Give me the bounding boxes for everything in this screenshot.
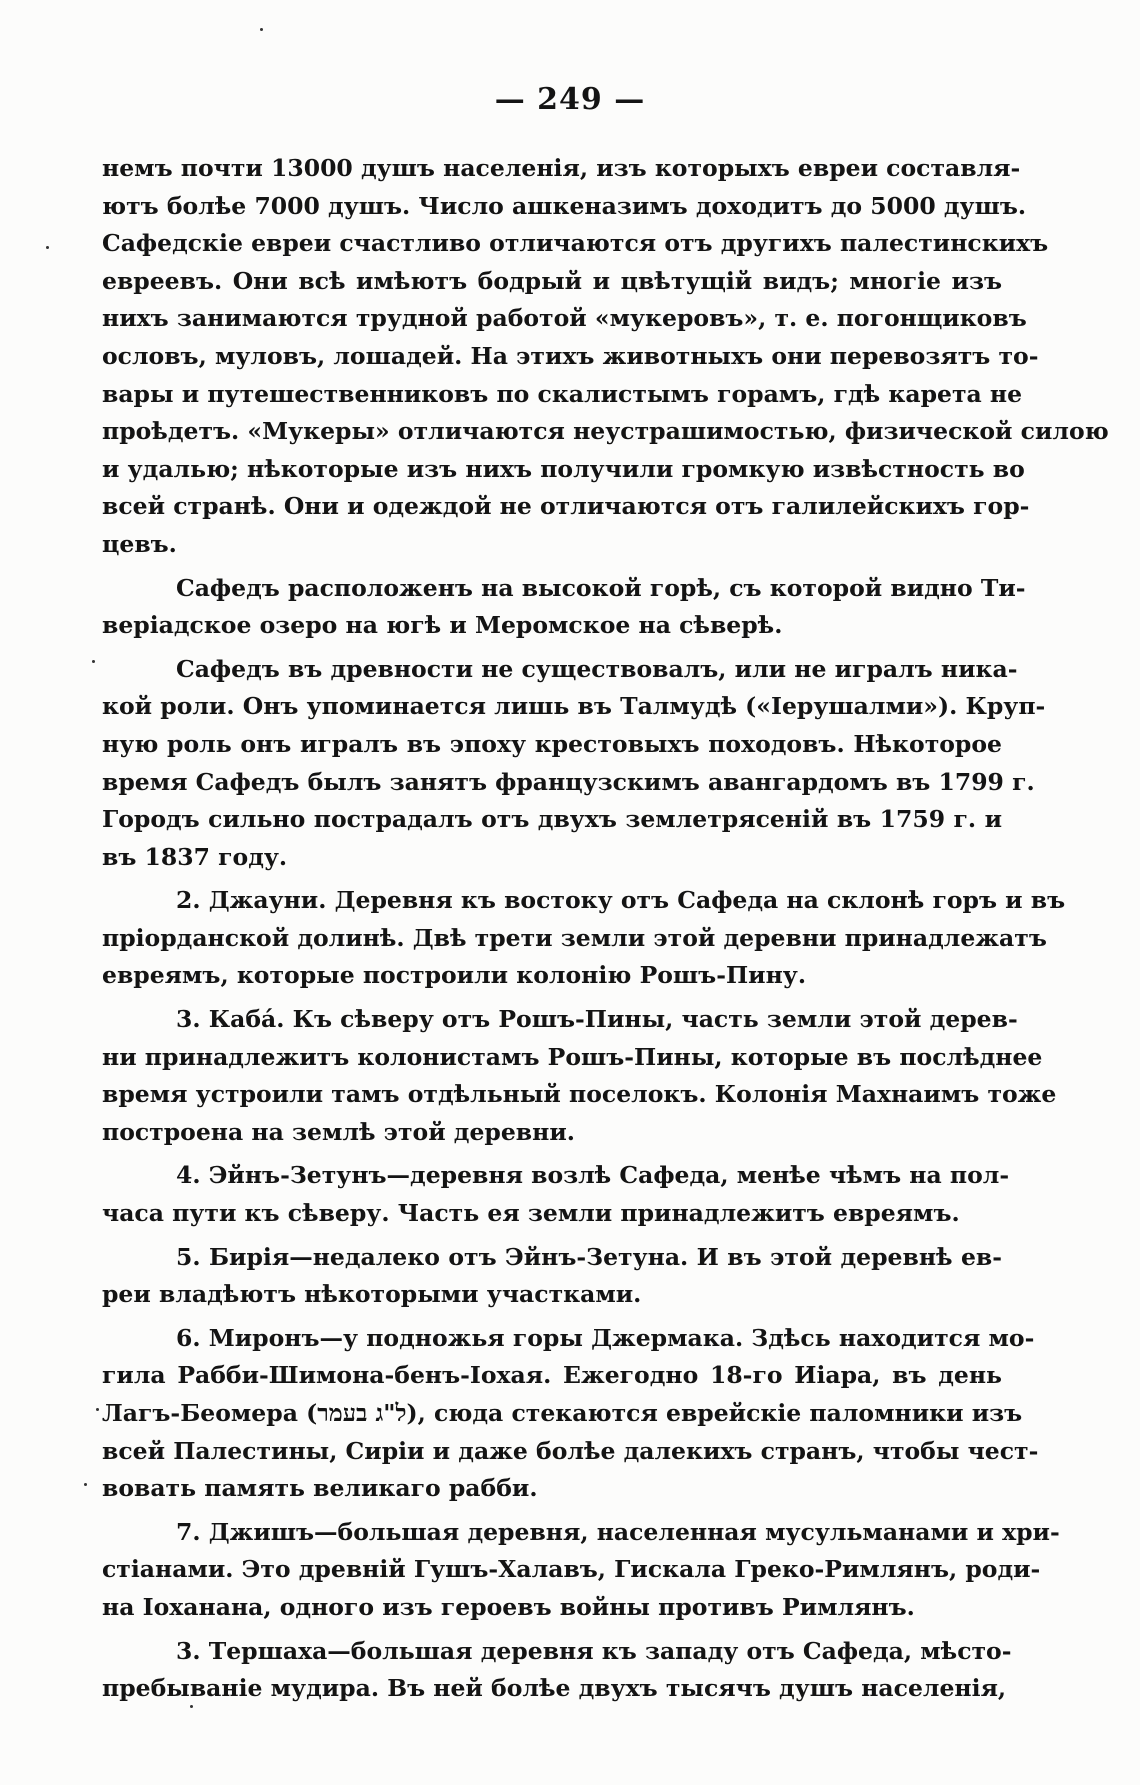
text-line: время устроили тамъ отдѣльный поселокъ. Колонія Махнаимъ тоже [102, 1080, 1057, 1109]
text-line: стіанами. Это древній Гушъ-Халавъ, Гискала Греко-Римлянъ, роди- [102, 1555, 1041, 1584]
text-line: часа пути къ сѣверу. Часть ея земли принадлежитъ евреямъ. [102, 1199, 960, 1228]
text-line: Сафедскіе евреи счастливо отличаются отъ другихъ палестинскихъ [102, 229, 1049, 258]
lag-baomer-after: ), сюда стекаются еврейскіе паломники изъ [406, 1399, 1023, 1427]
scan-speck [46, 246, 49, 249]
text-line: вовать память великаго рабби. [102, 1474, 538, 1503]
scan-speck [84, 1483, 87, 1486]
text-line: кой роли. Онъ упоминается лишь въ Талмудѣ («Іерушалми»). Круп- [102, 692, 1046, 721]
paragraph-biria [102, 1239, 1002, 1314]
text-line: Сафедъ расположенъ на высокой горѣ, съ которой видно Ти- [176, 573, 1026, 602]
paragraph-safed-location [102, 570, 1026, 645]
text-line: пребываніе мудира. Въ ней болѣе двухъ тысячъ душъ населенія, [102, 1674, 1007, 1703]
paragraph-safed-population [102, 150, 1109, 564]
text-line: на Іоханана, одного изъ героевъ войны противъ Римлянъ. [102, 1592, 915, 1621]
text-line: построена на землѣ этой деревни. [102, 1117, 575, 1146]
text-line: пріорданской долинѣ. Двѣ трети земли этой деревни принадлежатъ [102, 923, 1047, 952]
text-line: 7. Джишъ—большая деревня, населенная мусульманами и хри- [176, 1517, 1060, 1546]
text-line: евреямъ, которые построили колонію Рошъ-Пину. [102, 961, 807, 990]
text-line: 6. Миронъ—у подножья горы Джермака. Здѣсь находится мо- [176, 1323, 1035, 1352]
text-line-lag-baomer [102, 1395, 1023, 1433]
paragraph-ein-zetun [102, 1157, 1010, 1232]
hebrew-lag-baomer: ל"ג בעמר [317, 1399, 407, 1427]
text-line: въ 1837 году. [102, 842, 288, 871]
text-line: 3. Каба́. Къ сѣверу отъ Рошъ-Пины, часть земли этой дерев- [176, 1005, 1018, 1034]
text-line: ютъ болѣе 7000 душъ. Число ашкеназимъ доходитъ до 5000 душъ. [102, 191, 1027, 220]
text-line: проѣдетъ. «Мукеры» отличаются неустрашимостью, физической силою [102, 417, 1109, 446]
scan-speck [260, 28, 263, 31]
text-line: вары и путешественниковъ по скалистымъ горамъ, гдѣ карета не [102, 379, 1023, 408]
text-line: нихъ занимаются трудной работой «мукеровъ», т. е. погонщиковъ [102, 304, 1027, 333]
text-line: цевъ. [102, 529, 177, 558]
text-line: время Сафедъ былъ занятъ французскимъ авангардомъ въ 1799 г. [102, 767, 1035, 796]
text-line: Сафедъ въ древности не существовалъ, или не игралъ ника- [176, 654, 1018, 683]
text-line: Городъ сильно пострадалъ отъ двухъ землетрясеній въ 1759 г. и [102, 805, 1002, 834]
lag-baomer-before: Лагъ-Беомера ( [102, 1399, 318, 1427]
paragraph-safed-history [102, 651, 1046, 877]
text-line: 2. Джауни. Деревня къ востоку отъ Сафеда на склонѣ горъ и въ [176, 886, 1066, 915]
text-line: и удалью; нѣкоторые изъ нихъ получили громкую извѣстность во [102, 454, 1025, 483]
paragraph-dzhauni [102, 882, 1066, 995]
page-number: — 249 — [494, 82, 646, 117]
text-line: гила Рабби-Шимона-бенъ-Іохая. Ежегодно 18-го Иіара, въ день [102, 1361, 1002, 1390]
text-line: всей Палестины, Сиріи и даже болѣе далекихъ странъ, чтобы чест- [102, 1436, 1039, 1465]
text-line: немъ почти 13000 душъ населенія, изъ которыхъ евреи составля- [102, 154, 1021, 182]
text-line: ословъ, муловъ, лошадей. На этихъ животныхъ они перевозятъ то- [102, 341, 1039, 370]
text-line: 5. Бирія—недалеко отъ Эйнъ-Зетуна. И въ этой деревнѣ ев- [176, 1242, 1002, 1271]
paragraph-tershakha [102, 1633, 1012, 1708]
paragraph-dzhish [102, 1514, 1060, 1627]
paragraph-kaba [102, 1001, 1057, 1151]
text-line: всей странѣ. Они и одеждой не отличаются отъ галилейскихъ гор- [102, 492, 1030, 521]
text-line: 4. Эйнъ-Зетунъ—деревня возлѣ Сафеда, менѣе чѣмъ на пол- [176, 1161, 1010, 1190]
scan-speck [96, 1408, 99, 1411]
body-text [102, 150, 1109, 1714]
text-line: веріадское озеро на югѣ и Меромское на сѣверѣ. [102, 611, 783, 640]
text-line: 3. Тершаха—большая деревня къ западу отъ Сафеда, мѣсто- [176, 1636, 1012, 1665]
text-line: реи владѣютъ нѣкоторыми участками. [102, 1280, 642, 1309]
paragraph-miron [102, 1320, 1039, 1508]
text-line: евреевъ. Они всѣ имѣютъ бодрый и цвѣтущій видъ; многіе изъ [102, 266, 1002, 295]
text-line: ни принадлежитъ колонистамъ Рошъ-Пины, которые въ послѣднее [102, 1042, 1043, 1071]
text-line: ную роль онъ игралъ въ эпоху крестовыхъ походовъ. Нѣкоторое [102, 729, 1002, 758]
scan-speck [190, 1705, 193, 1708]
scan-speck [92, 660, 95, 663]
